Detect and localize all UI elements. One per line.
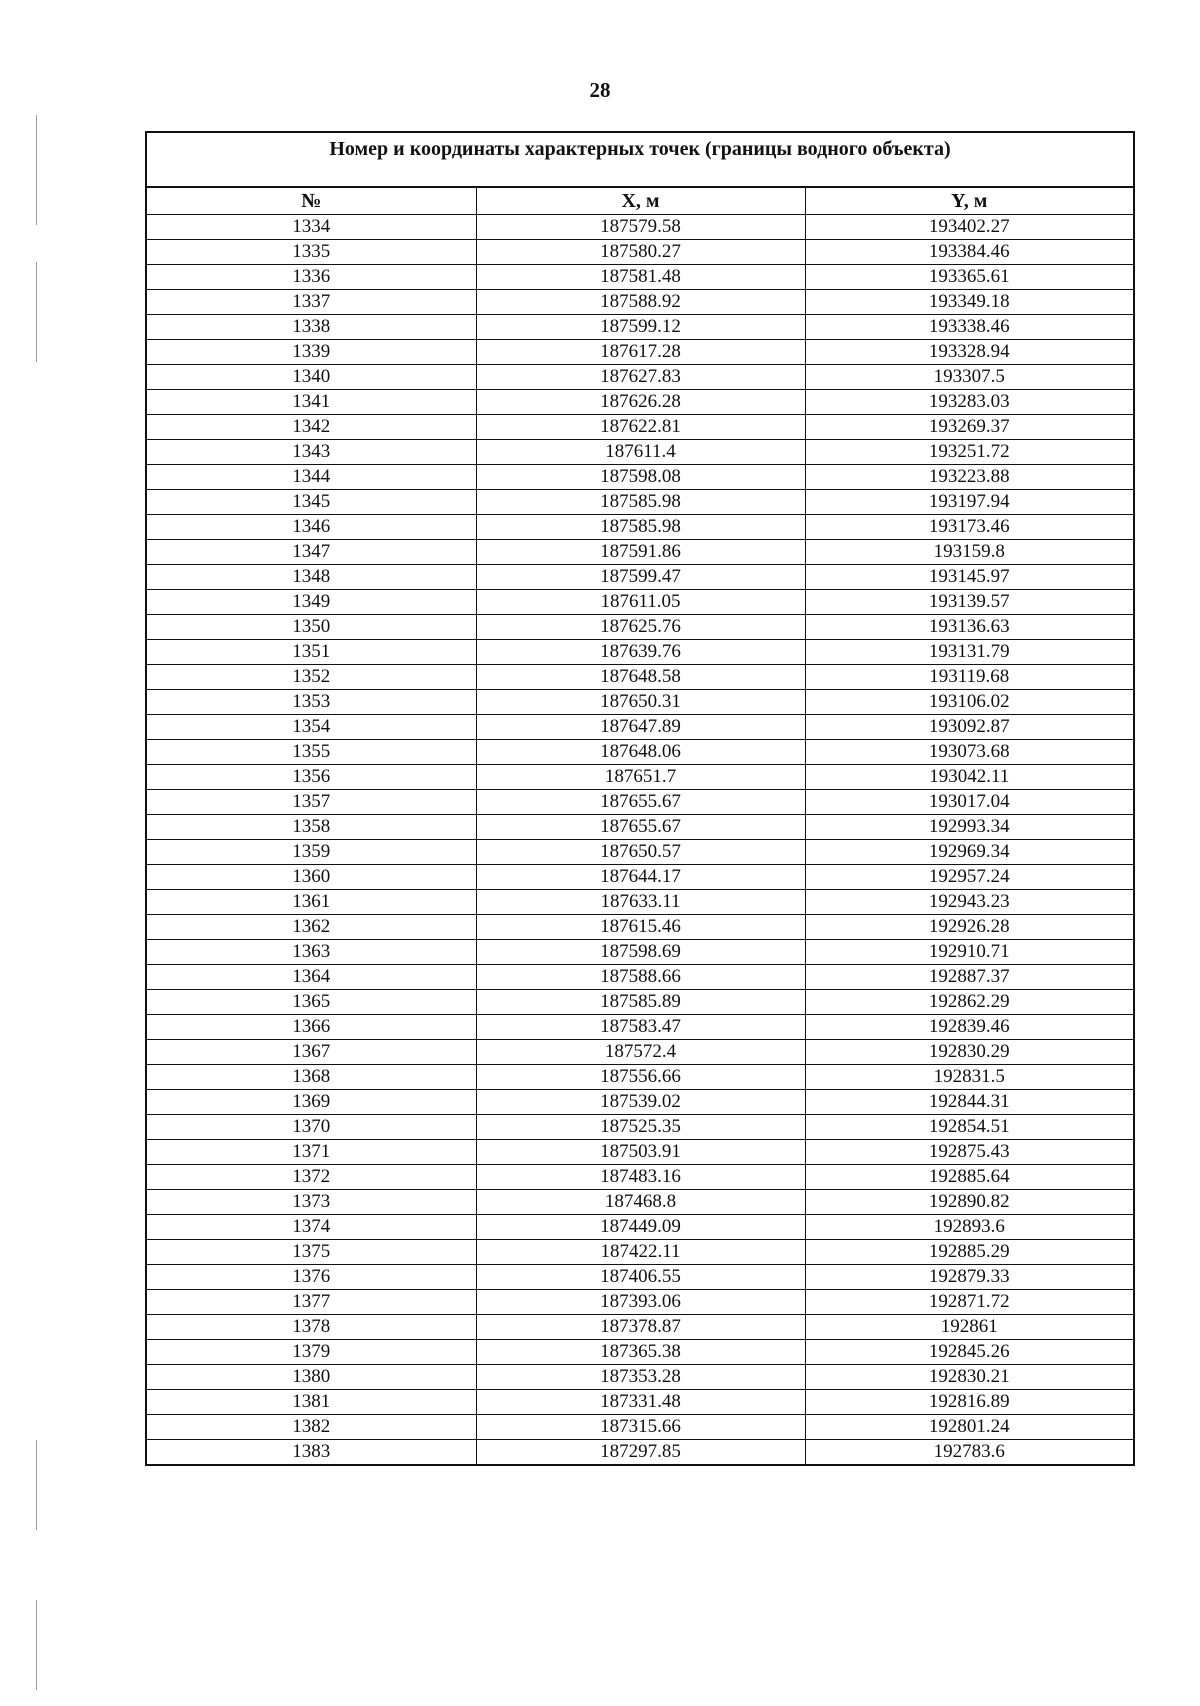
x-coordinate-cell: 187650.57 [476, 840, 805, 865]
point-number-cell: 1380 [146, 1365, 476, 1390]
y-coordinate-cell: 192893.6 [805, 1215, 1134, 1240]
y-coordinate-cell: 193384.46 [805, 240, 1134, 265]
x-coordinate-cell: 187585.98 [476, 515, 805, 540]
x-coordinate-cell: 187378.87 [476, 1315, 805, 1340]
x-coordinate-cell: 187585.89 [476, 990, 805, 1015]
x-coordinate-cell: 187585.98 [476, 490, 805, 515]
table-row [146, 565, 1134, 590]
y-coordinate-cell: 192910.71 [805, 940, 1134, 965]
x-coordinate-cell: 187556.66 [476, 1065, 805, 1090]
x-coordinate-cell: 187331.48 [476, 1390, 805, 1415]
table-row [146, 465, 1134, 490]
x-coordinate-cell: 187650.31 [476, 690, 805, 715]
y-coordinate-cell: 192926.28 [805, 915, 1134, 940]
table-row [146, 590, 1134, 615]
x-coordinate-cell: 187655.67 [476, 815, 805, 840]
x-coordinate-cell: 187611.4 [476, 440, 805, 465]
x-coordinate-cell: 187468.8 [476, 1190, 805, 1215]
point-number-cell: 1366 [146, 1015, 476, 1040]
table-row [146, 365, 1134, 390]
point-number-cell: 1351 [146, 640, 476, 665]
y-coordinate-cell: 192885.29 [805, 1240, 1134, 1265]
coordinates-table [145, 131, 1135, 1466]
y-coordinate-cell: 192969.34 [805, 840, 1134, 865]
x-coordinate-cell: 187615.46 [476, 915, 805, 940]
point-number-cell: 1337 [146, 290, 476, 315]
point-number-cell: 1343 [146, 440, 476, 465]
x-coordinate-cell: 187599.47 [476, 565, 805, 590]
point-number-cell: 1357 [146, 790, 476, 815]
margin-mark [36, 1600, 37, 1690]
table-row [146, 690, 1134, 715]
y-coordinate-cell: 192875.43 [805, 1140, 1134, 1165]
table-row [146, 515, 1134, 540]
table-caption-row [146, 132, 1134, 187]
y-coordinate-cell: 193338.46 [805, 315, 1134, 340]
point-number-cell: 1340 [146, 365, 476, 390]
y-coordinate-cell: 192993.34 [805, 815, 1134, 840]
x-coordinate-cell: 187365.38 [476, 1340, 805, 1365]
x-coordinate-cell: 187598.69 [476, 940, 805, 965]
x-coordinate-cell: 187581.48 [476, 265, 805, 290]
table-row [146, 340, 1134, 365]
table-row [146, 965, 1134, 990]
y-coordinate-cell: 192854.51 [805, 1115, 1134, 1140]
point-number-cell: 1345 [146, 490, 476, 515]
table-row [146, 1065, 1134, 1090]
table-body [146, 215, 1134, 1466]
y-coordinate-cell: 192887.37 [805, 965, 1134, 990]
table-row [146, 1190, 1134, 1215]
point-number-cell: 1338 [146, 315, 476, 340]
table-row [146, 1165, 1134, 1190]
point-number-cell: 1369 [146, 1090, 476, 1115]
table-row [146, 415, 1134, 440]
y-coordinate-cell: 193106.02 [805, 690, 1134, 715]
point-number-cell: 1348 [146, 565, 476, 590]
table-row [146, 890, 1134, 915]
point-number-cell: 1355 [146, 740, 476, 765]
point-number-cell: 1371 [146, 1140, 476, 1165]
table-row [146, 540, 1134, 565]
y-coordinate-cell: 193173.46 [805, 515, 1134, 540]
table-header-row [146, 187, 1134, 215]
point-number-cell: 1376 [146, 1265, 476, 1290]
x-coordinate-cell: 187655.67 [476, 790, 805, 815]
table-row [146, 290, 1134, 315]
table-row [146, 640, 1134, 665]
column-header-y: Y, м [805, 187, 1134, 215]
point-number-cell: 1375 [146, 1240, 476, 1265]
table-row [146, 1340, 1134, 1365]
table-row [146, 1265, 1134, 1290]
table-row [146, 1040, 1134, 1065]
y-coordinate-cell: 193269.37 [805, 415, 1134, 440]
x-coordinate-cell: 187611.05 [476, 590, 805, 615]
table-caption: Номер и координаты характерных точек (границы водного объекта) [146, 132, 1134, 187]
table-row [146, 1390, 1134, 1415]
y-coordinate-cell: 192816.89 [805, 1390, 1134, 1415]
y-coordinate-cell: 193092.87 [805, 715, 1134, 740]
table-row [146, 1365, 1134, 1390]
y-coordinate-cell: 193159.8 [805, 540, 1134, 565]
y-coordinate-cell: 193223.88 [805, 465, 1134, 490]
point-number-cell: 1358 [146, 815, 476, 840]
y-coordinate-cell: 192801.24 [805, 1415, 1134, 1440]
x-coordinate-cell: 187644.17 [476, 865, 805, 890]
x-coordinate-cell: 187572.4 [476, 1040, 805, 1065]
point-number-cell: 1377 [146, 1290, 476, 1315]
x-coordinate-cell: 187406.55 [476, 1265, 805, 1290]
x-coordinate-cell: 187503.91 [476, 1140, 805, 1165]
point-number-cell: 1373 [146, 1190, 476, 1215]
y-coordinate-cell: 192885.64 [805, 1165, 1134, 1190]
x-coordinate-cell: 187633.11 [476, 890, 805, 915]
margin-mark [36, 115, 37, 225]
y-coordinate-cell: 193402.27 [805, 215, 1134, 240]
y-coordinate-cell: 193042.11 [805, 765, 1134, 790]
x-coordinate-cell: 187393.06 [476, 1290, 805, 1315]
y-coordinate-cell: 193136.63 [805, 615, 1134, 640]
x-coordinate-cell: 187591.86 [476, 540, 805, 565]
x-coordinate-cell: 187627.83 [476, 365, 805, 390]
y-coordinate-cell: 192861 [805, 1315, 1134, 1340]
table-row [146, 665, 1134, 690]
table-row [146, 865, 1134, 890]
table-row [146, 915, 1134, 940]
table-row [146, 1015, 1134, 1040]
point-number-cell: 1336 [146, 265, 476, 290]
point-number-cell: 1363 [146, 940, 476, 965]
x-coordinate-cell: 187622.81 [476, 415, 805, 440]
x-coordinate-cell: 187449.09 [476, 1215, 805, 1240]
table-row [146, 1315, 1134, 1340]
y-coordinate-cell: 192844.31 [805, 1090, 1134, 1115]
x-coordinate-cell: 187626.28 [476, 390, 805, 415]
x-coordinate-cell: 187625.76 [476, 615, 805, 640]
point-number-cell: 1342 [146, 415, 476, 440]
x-coordinate-cell: 187483.16 [476, 1165, 805, 1190]
y-coordinate-cell: 192879.33 [805, 1265, 1134, 1290]
y-coordinate-cell: 192830.29 [805, 1040, 1134, 1065]
point-number-cell: 1341 [146, 390, 476, 415]
point-number-cell: 1365 [146, 990, 476, 1015]
table-row [146, 715, 1134, 740]
y-coordinate-cell: 192830.21 [805, 1365, 1134, 1390]
point-number-cell: 1362 [146, 915, 476, 940]
y-coordinate-cell: 192890.82 [805, 1190, 1134, 1215]
y-coordinate-cell: 192943.23 [805, 890, 1134, 915]
y-coordinate-cell: 192957.24 [805, 865, 1134, 890]
y-coordinate-cell: 192839.46 [805, 1015, 1134, 1040]
point-number-cell: 1379 [146, 1340, 476, 1365]
x-coordinate-cell: 187580.27 [476, 240, 805, 265]
y-coordinate-cell: 193073.68 [805, 740, 1134, 765]
point-number-cell: 1346 [146, 515, 476, 540]
point-number-cell: 1361 [146, 890, 476, 915]
x-coordinate-cell: 187647.89 [476, 715, 805, 740]
x-coordinate-cell: 187598.08 [476, 465, 805, 490]
x-coordinate-cell: 187539.02 [476, 1090, 805, 1115]
table-row [146, 1090, 1134, 1115]
margin-mark [36, 1440, 37, 1530]
table-row [146, 1215, 1134, 1240]
page-number: 28 [589, 78, 611, 102]
x-coordinate-cell: 187315.66 [476, 1415, 805, 1440]
table-row [146, 1140, 1134, 1165]
x-coordinate-cell: 187651.7 [476, 765, 805, 790]
point-number-cell: 1360 [146, 865, 476, 890]
point-number-cell: 1364 [146, 965, 476, 990]
y-coordinate-cell: 193307.5 [805, 365, 1134, 390]
point-number-cell: 1335 [146, 240, 476, 265]
point-number-cell: 1359 [146, 840, 476, 865]
y-coordinate-cell: 193017.04 [805, 790, 1134, 815]
table-row [146, 1415, 1134, 1440]
point-number-cell: 1354 [146, 715, 476, 740]
point-number-cell: 1347 [146, 540, 476, 565]
x-coordinate-cell: 187588.92 [476, 290, 805, 315]
y-coordinate-cell: 193283.03 [805, 390, 1134, 415]
point-number-cell: 1368 [146, 1065, 476, 1090]
point-number-cell: 1378 [146, 1315, 476, 1340]
point-number-cell: 1372 [146, 1165, 476, 1190]
y-coordinate-cell: 192783.6 [805, 1440, 1134, 1466]
table-row [146, 315, 1134, 340]
point-number-cell: 1344 [146, 465, 476, 490]
x-coordinate-cell: 187617.28 [476, 340, 805, 365]
x-coordinate-cell: 187353.28 [476, 1365, 805, 1390]
point-number-cell: 1370 [146, 1115, 476, 1140]
x-coordinate-cell: 187525.35 [476, 1115, 805, 1140]
y-coordinate-cell: 192862.29 [805, 990, 1134, 1015]
x-coordinate-cell: 187583.47 [476, 1015, 805, 1040]
table-row [146, 215, 1134, 240]
y-coordinate-cell: 192845.26 [805, 1340, 1134, 1365]
table-row [146, 840, 1134, 865]
table-row [146, 1115, 1134, 1140]
table-row [146, 390, 1134, 415]
point-number-cell: 1339 [146, 340, 476, 365]
point-number-cell: 1334 [146, 215, 476, 240]
point-number-cell: 1382 [146, 1415, 476, 1440]
x-coordinate-cell: 187648.58 [476, 665, 805, 690]
point-number-cell: 1352 [146, 665, 476, 690]
y-coordinate-cell: 193349.18 [805, 290, 1134, 315]
x-coordinate-cell: 187599.12 [476, 315, 805, 340]
table-row [146, 1290, 1134, 1315]
y-coordinate-cell: 193139.57 [805, 590, 1134, 615]
point-number-cell: 1367 [146, 1040, 476, 1065]
column-header-number: № [146, 187, 476, 215]
column-header-x: X, м [476, 187, 805, 215]
table-row [146, 940, 1134, 965]
x-coordinate-cell: 187648.06 [476, 740, 805, 765]
point-number-cell: 1356 [146, 765, 476, 790]
y-coordinate-cell: 193328.94 [805, 340, 1134, 365]
y-coordinate-cell: 193197.94 [805, 490, 1134, 515]
x-coordinate-cell: 187297.85 [476, 1440, 805, 1466]
y-coordinate-cell: 193131.79 [805, 640, 1134, 665]
table-row [146, 490, 1134, 515]
y-coordinate-cell: 192831.5 [805, 1065, 1134, 1090]
point-number-cell: 1383 [146, 1440, 476, 1466]
table-row [146, 615, 1134, 640]
table-row [146, 1240, 1134, 1265]
point-number-cell: 1349 [146, 590, 476, 615]
margin-mark [36, 262, 37, 362]
point-number-cell: 1374 [146, 1215, 476, 1240]
x-coordinate-cell: 187588.66 [476, 965, 805, 990]
point-number-cell: 1353 [146, 690, 476, 715]
point-number-cell: 1350 [146, 615, 476, 640]
table-row [146, 440, 1134, 465]
table-row [146, 815, 1134, 840]
table-row [146, 990, 1134, 1015]
y-coordinate-cell: 193365.61 [805, 265, 1134, 290]
x-coordinate-cell: 187579.58 [476, 215, 805, 240]
y-coordinate-cell: 192871.72 [805, 1290, 1134, 1315]
y-coordinate-cell: 193145.97 [805, 565, 1134, 590]
table-row [146, 765, 1134, 790]
y-coordinate-cell: 193119.68 [805, 665, 1134, 690]
table-row [146, 240, 1134, 265]
x-coordinate-cell: 187422.11 [476, 1240, 805, 1265]
y-coordinate-cell: 193251.72 [805, 440, 1134, 465]
table-row [146, 740, 1134, 765]
table-row [146, 265, 1134, 290]
point-number-cell: 1381 [146, 1390, 476, 1415]
x-coordinate-cell: 187639.76 [476, 640, 805, 665]
table-row [146, 790, 1134, 815]
table-row [146, 1440, 1134, 1466]
